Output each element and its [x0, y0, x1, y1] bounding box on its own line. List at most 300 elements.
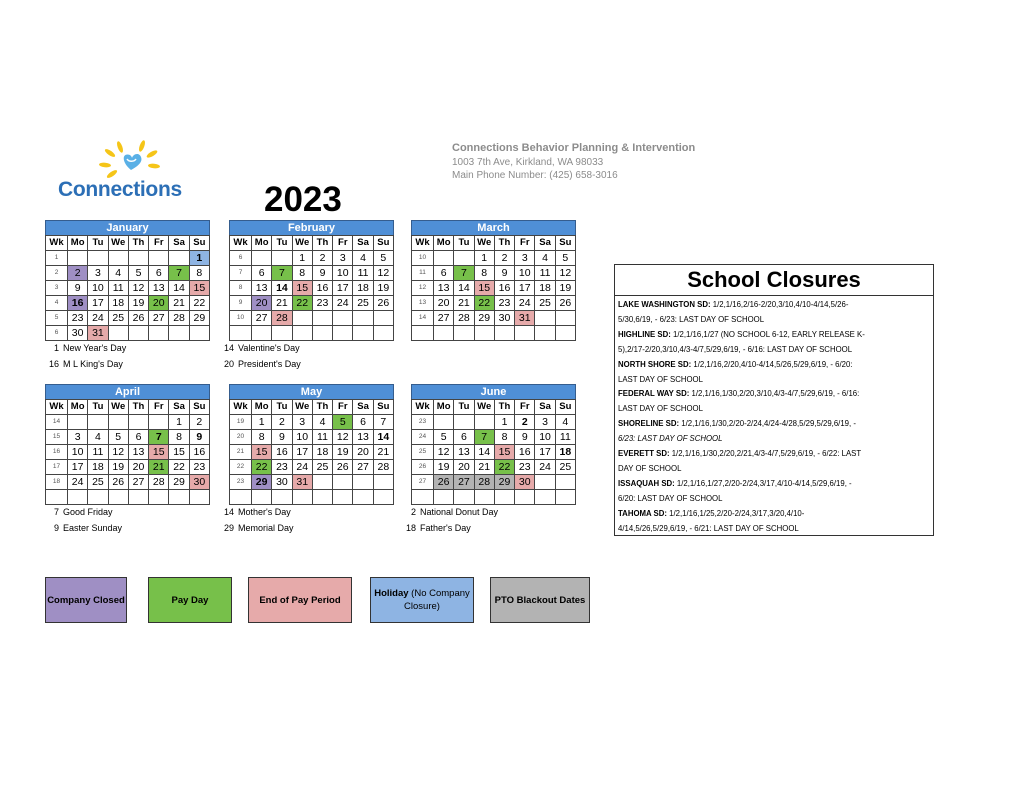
day-cell[interactable] — [434, 326, 454, 341]
day-cell[interactable]: 24 — [535, 460, 555, 475]
day-cell[interactable]: 12 — [555, 266, 575, 281]
day-cell[interactable] — [108, 415, 128, 430]
day-cell[interactable] — [88, 251, 108, 266]
day-cell[interactable]: 2 — [312, 251, 332, 266]
day-cell[interactable] — [474, 326, 494, 341]
day-cell[interactable]: 15 — [169, 445, 189, 460]
day-cell[interactable] — [149, 490, 169, 505]
day-cell[interactable] — [333, 490, 353, 505]
day-cell[interactable]: 1 — [169, 415, 189, 430]
week-number: 7 — [230, 266, 252, 281]
day-cell[interactable]: 23 — [494, 296, 514, 311]
legend-holiday — [370, 577, 474, 623]
day-cell[interactable] — [555, 311, 575, 326]
day-cell[interactable]: 14 — [454, 281, 474, 296]
day-cell[interactable]: 28 — [169, 311, 189, 326]
day-cell[interactable] — [353, 311, 373, 326]
day-cell[interactable]: 30 — [189, 475, 209, 490]
day-cell[interactable] — [312, 490, 332, 505]
day-cell[interactable]: 2 — [189, 415, 209, 430]
day-cell[interactable] — [292, 490, 312, 505]
day-cell[interactable]: 12 — [333, 430, 353, 445]
day-cell[interactable] — [292, 326, 312, 341]
day-cell[interactable]: 16 — [189, 445, 209, 460]
day-cell[interactable]: 1 — [474, 251, 494, 266]
day-cell[interactable] — [535, 490, 555, 505]
day-cell[interactable]: 19 — [333, 445, 353, 460]
week-row — [46, 296, 210, 311]
day-cell[interactable]: 5 — [434, 430, 454, 445]
day-cell[interactable]: 13 — [353, 430, 373, 445]
day-cell[interactable]: 7 — [373, 415, 393, 430]
weekday-header: Th — [312, 236, 332, 251]
day-cell[interactable]: 1 — [252, 415, 272, 430]
day-cell[interactable]: 6 — [128, 430, 148, 445]
day-cell[interactable]: 18 — [108, 296, 128, 311]
day-cell[interactable]: 6 — [434, 266, 454, 281]
day-cell[interactable]: 26 — [555, 296, 575, 311]
closure-dates: 5),2/17-2/20,3/10,4/3-4/7,5/29,6/19, - 6/16: LAST DAY OF SCHOOL — [618, 344, 853, 354]
day-cell[interactable]: 29 — [189, 311, 209, 326]
day-cell[interactable]: 10 — [68, 445, 88, 460]
day-cell[interactable]: 4 — [312, 415, 332, 430]
day-cell[interactable]: 20 — [434, 296, 454, 311]
weekday-header: Mo — [434, 236, 454, 251]
closure-line — [618, 477, 930, 492]
day-cell[interactable]: 14 — [272, 281, 292, 296]
day-cell[interactable]: 19 — [128, 296, 148, 311]
day-cell[interactable]: 22 — [169, 460, 189, 475]
day-cell[interactable]: 11 — [353, 266, 373, 281]
day-cell[interactable]: 28 — [373, 460, 393, 475]
day-cell[interactable]: 27 — [149, 311, 169, 326]
day-cell[interactable]: 25 — [353, 296, 373, 311]
day-cell[interactable]: 17 — [333, 281, 353, 296]
day-cell[interactable]: 9 — [272, 430, 292, 445]
day-cell[interactable]: 22 — [474, 296, 494, 311]
day-cell[interactable] — [373, 311, 393, 326]
day-cell[interactable]: 12 — [373, 266, 393, 281]
day-cell[interactable] — [494, 490, 514, 505]
day-cell[interactable] — [333, 475, 353, 490]
week-number: 27 — [412, 475, 434, 490]
day-cell[interactable]: 16 — [272, 445, 292, 460]
week-number: 11 — [412, 266, 434, 281]
day-cell[interactable]: 26 — [108, 475, 128, 490]
day-cell[interactable]: 9 — [312, 266, 332, 281]
day-cell[interactable]: 16 — [68, 296, 88, 311]
day-cell[interactable]: 25 — [312, 460, 332, 475]
day-cell[interactable] — [454, 326, 474, 341]
day-cell[interactable]: 4 — [535, 251, 555, 266]
day-cell[interactable] — [333, 311, 353, 326]
day-cell[interactable] — [373, 326, 393, 341]
weekday-header: Tu — [88, 236, 108, 251]
day-cell[interactable]: 19 — [373, 281, 393, 296]
day-cell[interactable] — [169, 326, 189, 341]
day-cell[interactable] — [434, 490, 454, 505]
day-cell[interactable]: 11 — [555, 430, 575, 445]
day-cell[interactable]: 18 — [555, 445, 575, 460]
day-cell[interactable] — [252, 490, 272, 505]
day-cell[interactable] — [108, 490, 128, 505]
day-cell[interactable]: 13 — [149, 281, 169, 296]
day-cell[interactable]: 3 — [333, 251, 353, 266]
day-cell[interactable]: 17 — [292, 445, 312, 460]
day-cell[interactable]: 11 — [535, 266, 555, 281]
day-cell[interactable]: 27 — [434, 311, 454, 326]
month-january — [45, 220, 210, 341]
day-cell[interactable]: 22 — [252, 460, 272, 475]
day-cell[interactable]: 16 — [312, 281, 332, 296]
day-cell[interactable]: 5 — [373, 251, 393, 266]
day-cell[interactable]: 1 — [292, 251, 312, 266]
holiday-name: M L King's Day — [63, 359, 123, 369]
day-cell[interactable]: 27 — [128, 475, 148, 490]
day-cell[interactable] — [88, 490, 108, 505]
day-cell[interactable]: 25 — [535, 296, 555, 311]
day-cell[interactable] — [454, 490, 474, 505]
day-cell[interactable]: 1 — [189, 251, 209, 266]
day-cell[interactable] — [292, 311, 312, 326]
day-cell[interactable]: 27 — [454, 475, 474, 490]
day-cell[interactable]: 29 — [494, 475, 514, 490]
day-cell[interactable]: 6 — [149, 266, 169, 281]
day-cell[interactable] — [353, 475, 373, 490]
day-cell[interactable]: 18 — [535, 281, 555, 296]
day-cell[interactable]: 17 — [535, 445, 555, 460]
day-cell[interactable] — [68, 251, 88, 266]
day-cell[interactable] — [373, 490, 393, 505]
day-cell[interactable] — [108, 251, 128, 266]
day-cell[interactable] — [494, 326, 514, 341]
holiday-date: 20 — [223, 359, 234, 369]
day-cell[interactable] — [68, 415, 88, 430]
day-cell[interactable]: 16 — [494, 281, 514, 296]
day-cell[interactable]: 5 — [108, 430, 128, 445]
day-cell[interactable]: 4 — [555, 415, 575, 430]
day-cell[interactable] — [474, 415, 494, 430]
day-cell[interactable]: 16 — [515, 445, 535, 460]
day-cell[interactable]: 1 — [494, 415, 514, 430]
day-cell[interactable] — [272, 251, 292, 266]
day-cell[interactable] — [149, 251, 169, 266]
weekday-header: Fr — [515, 236, 535, 251]
day-cell[interactable]: 29 — [474, 311, 494, 326]
day-cell[interactable]: 25 — [555, 460, 575, 475]
day-cell[interactable]: 12 — [434, 445, 454, 460]
weekday-header: Fr — [149, 400, 169, 415]
day-cell[interactable]: 17 — [515, 281, 535, 296]
day-cell[interactable]: 21 — [474, 460, 494, 475]
day-cell[interactable]: 28 — [454, 311, 474, 326]
week-number — [46, 490, 68, 505]
day-cell[interactable]: 14 — [373, 430, 393, 445]
day-cell[interactable] — [434, 415, 454, 430]
day-cell[interactable]: 23 — [515, 460, 535, 475]
month-may — [229, 384, 394, 505]
day-cell[interactable]: 2 — [68, 266, 88, 281]
day-cell[interactable] — [128, 415, 148, 430]
day-cell[interactable] — [68, 490, 88, 505]
day-cell[interactable] — [149, 326, 169, 341]
day-cell[interactable]: 30 — [494, 311, 514, 326]
day-cell[interactable]: 6 — [454, 430, 474, 445]
day-cell[interactable] — [434, 251, 454, 266]
day-cell[interactable]: 30 — [272, 475, 292, 490]
weekday-header: Su — [555, 236, 575, 251]
day-cell[interactable]: 13 — [454, 445, 474, 460]
legend-company-closed — [45, 577, 127, 623]
closure-dates: DAY OF SCHOOL — [618, 463, 682, 473]
day-cell[interactable] — [189, 326, 209, 341]
week-number: 16 — [46, 445, 68, 460]
day-cell[interactable]: 8 — [474, 266, 494, 281]
holiday-name: New Year's Day — [63, 343, 127, 353]
week-row — [230, 296, 394, 311]
day-cell[interactable] — [108, 326, 128, 341]
day-cell[interactable]: 24 — [88, 311, 108, 326]
day-cell[interactable]: 23 — [68, 311, 88, 326]
day-cell[interactable]: 27 — [252, 311, 272, 326]
day-cell[interactable]: 10 — [292, 430, 312, 445]
day-cell[interactable] — [474, 490, 494, 505]
day-cell[interactable]: 8 — [252, 430, 272, 445]
day-cell[interactable]: 31 — [515, 311, 535, 326]
day-cell[interactable]: 13 — [252, 281, 272, 296]
weekday-header: We — [292, 236, 312, 251]
legend-label — [47, 594, 125, 607]
company-phone: Main Phone Number: (425) 658-3016 — [452, 170, 618, 181]
weekday-header: Mo — [252, 236, 272, 251]
week-row — [412, 430, 576, 445]
day-cell[interactable]: 29 — [252, 475, 272, 490]
week-number: 23 — [230, 475, 252, 490]
month-june — [411, 384, 576, 505]
day-cell[interactable]: 10 — [88, 281, 108, 296]
day-cell[interactable]: 7 — [169, 266, 189, 281]
day-cell[interactable]: 15 — [292, 281, 312, 296]
day-cell[interactable]: 9 — [189, 430, 209, 445]
day-cell[interactable]: 25 — [88, 475, 108, 490]
day-cell[interactable]: 24 — [68, 475, 88, 490]
day-cell[interactable]: 9 — [515, 430, 535, 445]
day-cell[interactable]: 13 — [434, 281, 454, 296]
day-cell[interactable]: 8 — [189, 266, 209, 281]
day-cell[interactable] — [252, 251, 272, 266]
day-cell[interactable]: 28 — [272, 311, 292, 326]
day-cell[interactable]: 22 — [189, 296, 209, 311]
holiday-name: President's Day — [238, 359, 301, 369]
day-cell[interactable] — [169, 490, 189, 505]
day-cell[interactable]: 20 — [128, 460, 148, 475]
day-cell[interactable] — [128, 326, 148, 341]
day-cell[interactable]: 26 — [333, 460, 353, 475]
day-cell[interactable]: 15 — [149, 445, 169, 460]
day-cell[interactable]: 17 — [88, 296, 108, 311]
day-cell[interactable]: 31 — [88, 326, 108, 341]
day-cell[interactable] — [272, 326, 292, 341]
legend-label-main: Holiday — [374, 588, 409, 599]
day-cell[interactable] — [535, 311, 555, 326]
day-cell[interactable]: 23 — [189, 460, 209, 475]
holiday-item — [220, 356, 301, 372]
weekday-header: Sa — [169, 400, 189, 415]
day-cell[interactable]: 7 — [474, 430, 494, 445]
day-cell[interactable] — [454, 415, 474, 430]
week-number: 6 — [230, 251, 252, 266]
day-cell[interactable] — [88, 415, 108, 430]
day-cell[interactable]: 15 — [252, 445, 272, 460]
holiday-item — [45, 340, 126, 356]
day-cell[interactable] — [373, 475, 393, 490]
day-cell[interactable]: 20 — [353, 445, 373, 460]
day-cell[interactable]: 19 — [108, 460, 128, 475]
day-cell[interactable] — [515, 326, 535, 341]
holiday-item — [220, 504, 294, 520]
day-cell[interactable]: 26 — [434, 475, 454, 490]
day-cell[interactable]: 18 — [353, 281, 373, 296]
day-cell[interactable]: 31 — [292, 475, 312, 490]
day-cell[interactable]: 28 — [149, 475, 169, 490]
day-cell[interactable]: 25 — [108, 311, 128, 326]
day-cell[interactable] — [312, 326, 332, 341]
day-cell[interactable]: 24 — [292, 460, 312, 475]
day-cell[interactable]: 5 — [333, 415, 353, 430]
weekday-header: Tu — [454, 400, 474, 415]
day-cell[interactable]: 20 — [454, 460, 474, 475]
day-cell[interactable] — [189, 490, 209, 505]
weekday-header: Tu — [272, 400, 292, 415]
day-cell[interactable]: 3 — [535, 415, 555, 430]
day-cell[interactable] — [128, 251, 148, 266]
day-cell[interactable]: 24 — [333, 296, 353, 311]
day-cell[interactable]: 7 — [149, 430, 169, 445]
closure-line — [618, 432, 930, 447]
day-cell[interactable]: 3 — [88, 266, 108, 281]
day-cell[interactable]: 22 — [494, 460, 514, 475]
day-cell[interactable]: 18 — [312, 445, 332, 460]
day-cell[interactable]: 5 — [555, 251, 575, 266]
day-cell[interactable]: 26 — [128, 311, 148, 326]
day-cell[interactable]: 7 — [454, 266, 474, 281]
day-cell[interactable]: 7 — [272, 266, 292, 281]
day-cell[interactable]: 14 — [474, 445, 494, 460]
day-cell[interactable]: 12 — [108, 445, 128, 460]
day-cell[interactable]: 30 — [515, 475, 535, 490]
day-cell[interactable] — [515, 490, 535, 505]
day-cell[interactable]: 30 — [68, 326, 88, 341]
day-cell[interactable] — [333, 326, 353, 341]
weekday-header: Mo — [68, 400, 88, 415]
day-cell[interactable]: 21 — [272, 296, 292, 311]
day-cell[interactable]: 23 — [312, 296, 332, 311]
day-cell[interactable] — [353, 326, 373, 341]
day-cell[interactable] — [535, 326, 555, 341]
day-cell[interactable]: 3 — [515, 251, 535, 266]
day-cell[interactable] — [169, 251, 189, 266]
day-cell[interactable]: 10 — [515, 266, 535, 281]
weekday-header-row — [230, 236, 394, 251]
day-cell[interactable]: 17 — [68, 460, 88, 475]
day-cell[interactable]: 3 — [292, 415, 312, 430]
day-cell[interactable]: 28 — [474, 475, 494, 490]
day-cell[interactable]: 23 — [272, 460, 292, 475]
day-cell[interactable]: 21 — [373, 445, 393, 460]
day-cell[interactable]: 18 — [88, 460, 108, 475]
day-cell[interactable]: 21 — [149, 460, 169, 475]
legend-label — [495, 594, 586, 607]
day-cell[interactable] — [555, 326, 575, 341]
day-cell[interactable]: 4 — [353, 251, 373, 266]
day-cell[interactable]: 4 — [108, 266, 128, 281]
day-cell[interactable]: 15 — [189, 281, 209, 296]
day-cell[interactable]: 8 — [494, 430, 514, 445]
day-cell[interactable]: 11 — [108, 281, 128, 296]
day-cell[interactable] — [252, 326, 272, 341]
day-cell[interactable]: 4 — [88, 430, 108, 445]
day-cell[interactable]: 11 — [88, 445, 108, 460]
day-cell[interactable] — [555, 490, 575, 505]
day-cell[interactable]: 14 — [169, 281, 189, 296]
day-cell[interactable]: 22 — [292, 296, 312, 311]
day-cell[interactable]: 29 — [169, 475, 189, 490]
day-cell[interactable]: 11 — [312, 430, 332, 445]
day-cell[interactable]: 6 — [353, 415, 373, 430]
day-cell[interactable] — [312, 475, 332, 490]
day-cell[interactable]: 15 — [494, 445, 514, 460]
day-cell[interactable] — [454, 251, 474, 266]
day-cell[interactable]: 2 — [494, 251, 514, 266]
closure-dates: LAST DAY OF SCHOOL — [618, 404, 703, 414]
day-cell[interactable]: 2 — [515, 415, 535, 430]
day-cell[interactable]: 19 — [434, 460, 454, 475]
day-cell[interactable]: 27 — [353, 460, 373, 475]
day-cell[interactable] — [555, 475, 575, 490]
day-cell[interactable]: 24 — [515, 296, 535, 311]
day-cell[interactable]: 10 — [535, 430, 555, 445]
day-cell[interactable]: 13 — [128, 445, 148, 460]
day-cell[interactable] — [353, 490, 373, 505]
day-cell[interactable]: 9 — [68, 281, 88, 296]
month-february — [229, 220, 394, 341]
day-cell[interactable]: 6 — [252, 266, 272, 281]
week-number: 15 — [46, 430, 68, 445]
closure-dates: 1/2,1/16,1/27,2/20-2/24,3/17,4/10-4/14,5/29,6/19, - — [676, 478, 852, 488]
day-cell[interactable] — [149, 415, 169, 430]
day-cell[interactable]: 20 — [149, 296, 169, 311]
day-cell[interactable]: 21 — [169, 296, 189, 311]
day-cell[interactable]: 10 — [333, 266, 353, 281]
day-cell[interactable] — [272, 490, 292, 505]
day-cell[interactable]: 2 — [272, 415, 292, 430]
day-cell[interactable]: 15 — [474, 281, 494, 296]
day-cell[interactable] — [312, 311, 332, 326]
day-cell[interactable]: 19 — [555, 281, 575, 296]
day-cell[interactable]: 12 — [128, 281, 148, 296]
day-cell[interactable]: 3 — [68, 430, 88, 445]
day-cell[interactable]: 5 — [128, 266, 148, 281]
day-cell[interactable] — [128, 490, 148, 505]
day-cell[interactable]: 8 — [292, 266, 312, 281]
closure-line — [618, 492, 930, 507]
day-cell[interactable]: 26 — [373, 296, 393, 311]
day-cell[interactable]: 20 — [252, 296, 272, 311]
day-cell[interactable]: 8 — [169, 430, 189, 445]
day-cell[interactable] — [535, 475, 555, 490]
day-cell[interactable]: 21 — [454, 296, 474, 311]
day-cell[interactable]: 9 — [494, 266, 514, 281]
